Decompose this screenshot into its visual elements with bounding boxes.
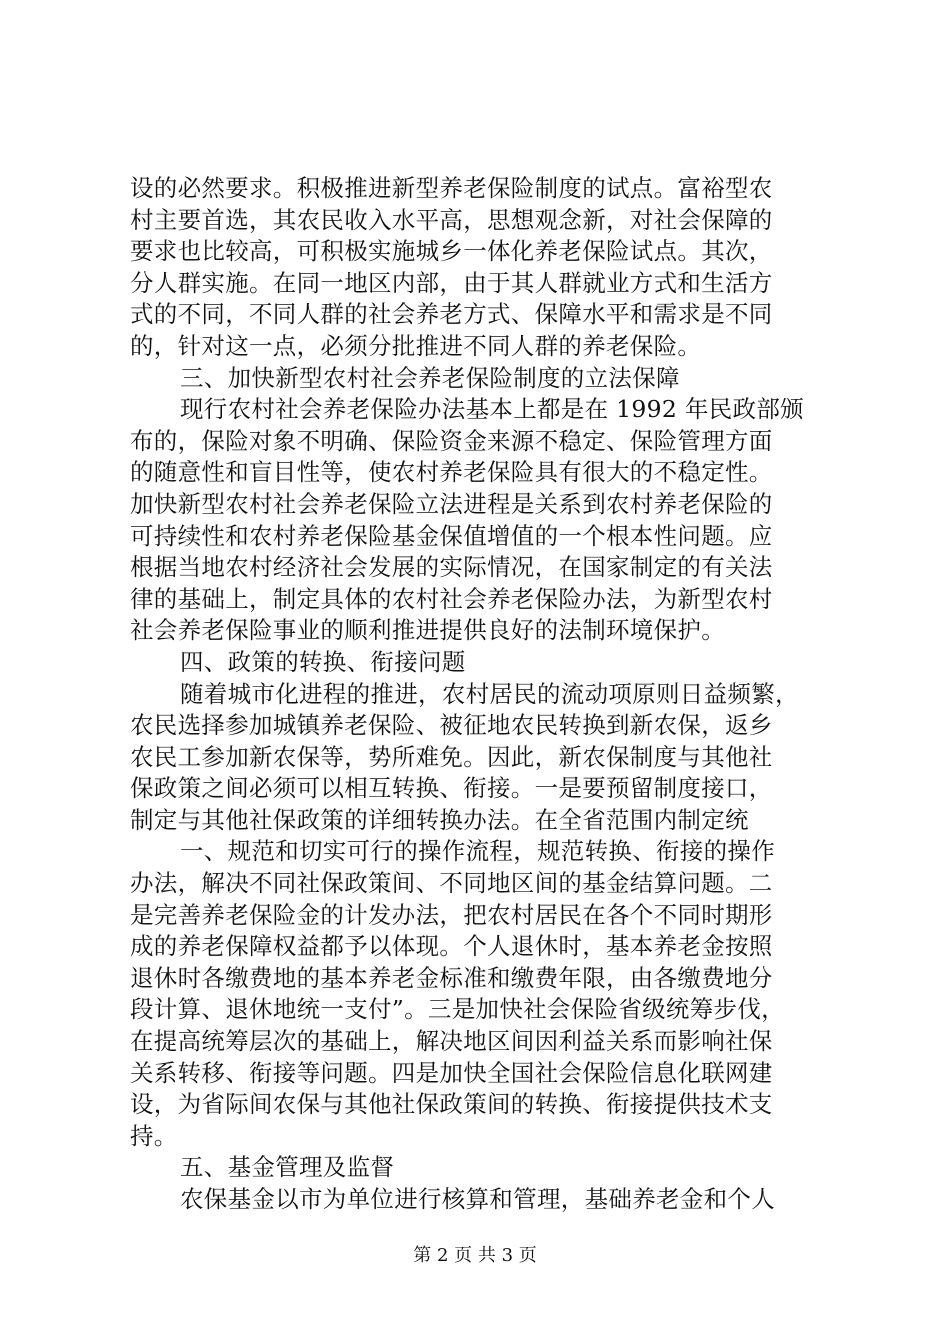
text-line: 村主要首选，其农民收入水平高，思想观念新，对社会保障的 — [130, 205, 773, 234]
text-line: 分人群实施。在同一地区内部，由于其人群就业方式和生活方 — [130, 268, 773, 297]
text-line: 随着城市化进程的推进，农村居民的流动项原则日益频繁， — [180, 679, 799, 708]
text-line: 现行农村社会养老保险办法基本上都是在 1992 年民政部颁 — [180, 395, 804, 424]
text-line: 律的基础上，制定具体的农村社会养老保险办法，为新型农村 — [130, 584, 773, 613]
document-body — [130, 173, 830, 1216]
text-line: 退休时各缴费地的基本养老金标准和缴费年限，由各缴费地分 — [130, 963, 773, 992]
text-line: 段计算、退休地统一支付”。三是加快社会保险省级统筹步伐， — [130, 995, 785, 1024]
text-line: 持。 — [130, 1121, 178, 1150]
text-line: 农保基金以市为单位进行核算和管理，基础养老金和个人 — [180, 1185, 775, 1213]
text-line: 在提高统筹层次的基础上，解决地区间因利益关系而影响社保 — [130, 1027, 773, 1056]
text-line: 农民工参加新农保等，势所难免。因此，新农保制度与其他社 — [130, 742, 773, 771]
text-line: 的随意性和盲目性等，使农村养老保险具有很大的不稳定性。 — [130, 458, 773, 487]
text-line: 农民选择参加城镇养老保险、被征地农民转换到新农保，返乡 — [130, 711, 773, 740]
text-line: 成的养老保障权益都予以体现。个人退休时，基本养老金按照 — [130, 932, 773, 961]
text-line: 加快新型农村社会养老保险立法进程是关系到农村养老保险的 — [130, 489, 773, 518]
text-line: 设的必然要求。积极推进新型养老保险制度的试点。富裕型农 — [130, 174, 773, 202]
text-line: 制定与其他社保政策的详细转换办法。在全省范围内制定统 — [130, 805, 749, 834]
text-line: 的，针对这一点，必须分批推进不同人群的养老保险。 — [130, 331, 702, 360]
text-line: 根据当地农村经济社会发展的实际情况，在国家制定的有关法 — [130, 553, 773, 582]
text-line: 关系转移、衔接等问题。四是加快全国社会保险信息化联网建 — [130, 1058, 773, 1087]
text-line: 办法，解决不同社保政策间、不同地区间的基金结算问题。二 — [130, 869, 773, 898]
page-footer: 第 2 页 共 3 页 — [413, 1245, 537, 1266]
text-line: 三、加快新型农村社会养老保险制度的立法保障 — [180, 363, 680, 392]
text-line: 可持续性和农村养老保险基金保值增值的一个根本性问题。应 — [130, 521, 773, 550]
text-line: 是完善养老保险金的计发办法，把农村居民在各个不同时期形 — [130, 900, 773, 929]
text-line: 保政策之间必须可以相互转换、衔接。一是要预留制度接口， — [130, 774, 773, 803]
text-line: 四、政策的转换、衔接问题 — [180, 647, 466, 676]
text-line: 式的不同，不同人群的社会养老方式、保障水平和需求是不同 — [130, 300, 773, 329]
text-line: 社会养老保险事业的顺利推进提供良好的法制环境保护。 — [130, 616, 725, 645]
text-line: 布的，保险对象不明确、保险资金来源不稳定、保险管理方面 — [130, 426, 773, 455]
text-line: 要求也比较高，可积极实施城乡一体化养老保险试点。其次， — [130, 237, 773, 266]
text-line: 五、基金管理及监督 — [180, 1153, 395, 1182]
text-line: 一、规范和切实可行的操作流程，规范转换、衔接的操作 — [180, 837, 775, 866]
text-line: 设，为省际间农保与其他社保政策间的转换、衔接提供技术支 — [130, 1090, 773, 1119]
